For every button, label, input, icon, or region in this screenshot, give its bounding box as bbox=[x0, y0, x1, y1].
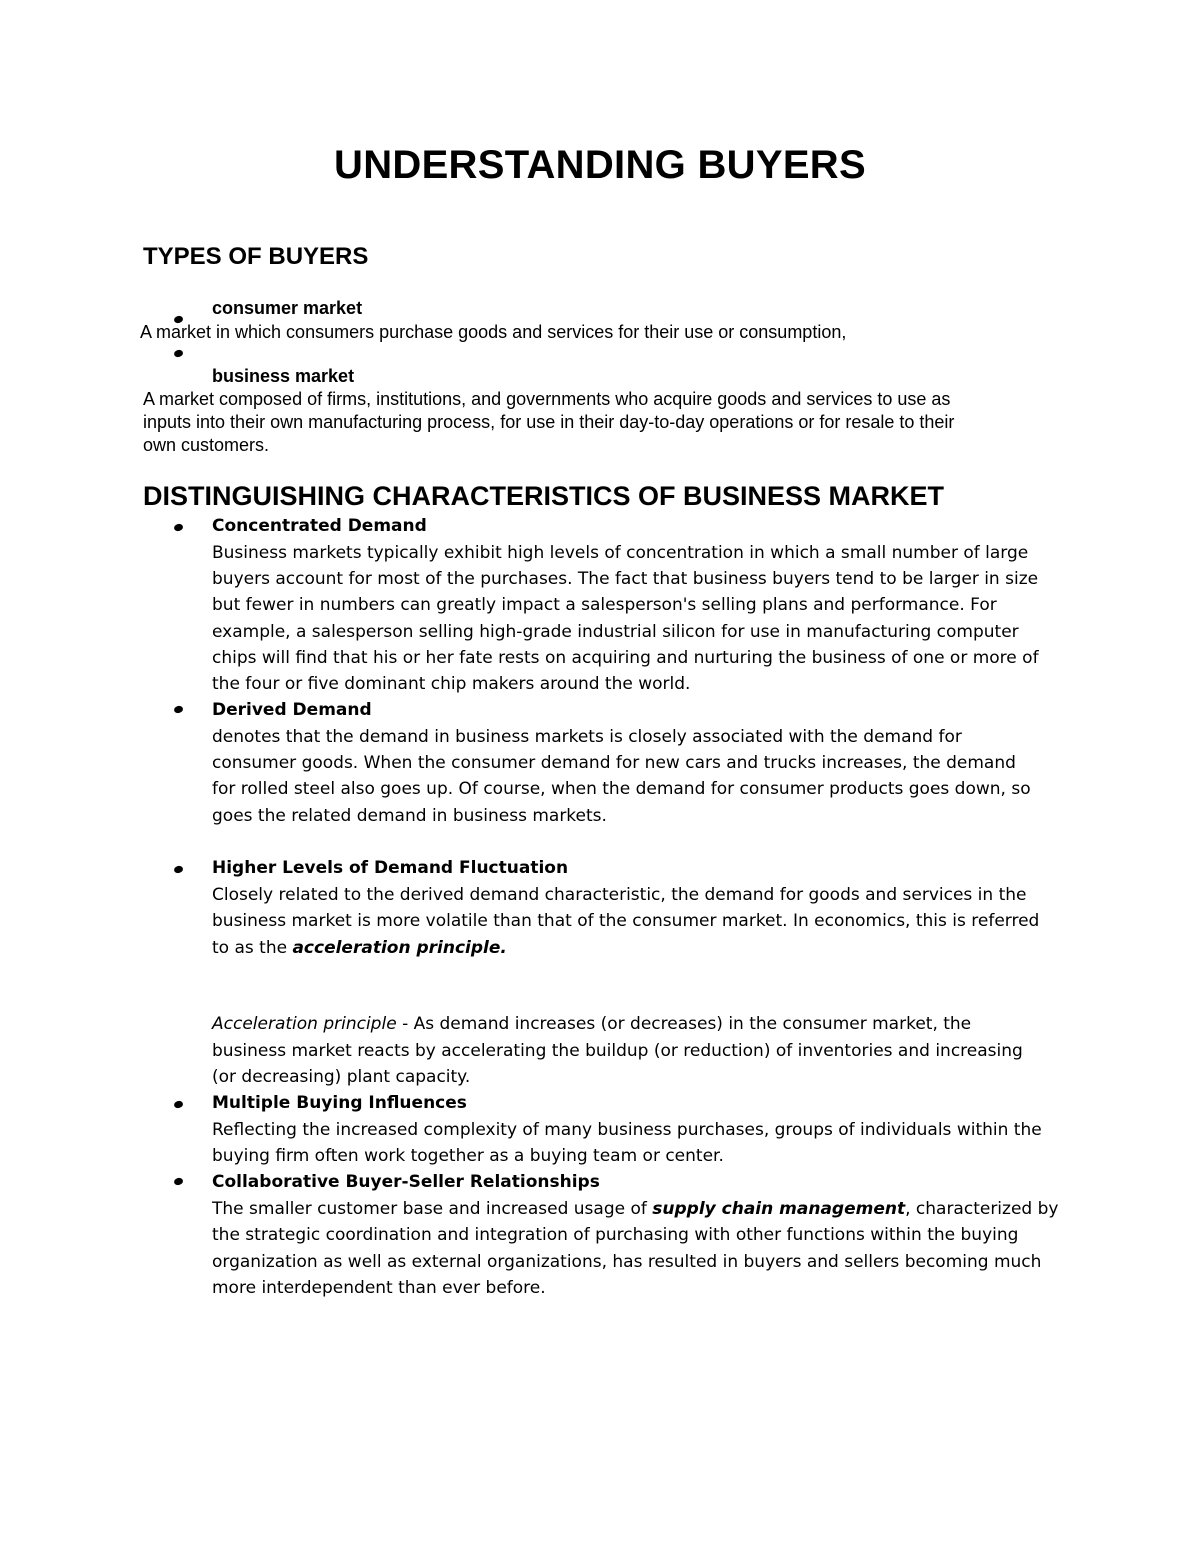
demand-fluctuation-line: Closely related to the derived demand characteristic, the demand for goods and services in the bbox=[212, 885, 1027, 905]
derived-demand-label: Derived Demand bbox=[212, 700, 372, 720]
business-market-line: own customers. bbox=[143, 435, 270, 455]
distinguishing-heading: DISTINGUISHING CHARACTERISTICS OF BUSINESS MARKET bbox=[143, 481, 945, 511]
bullet-icon bbox=[173, 523, 184, 532]
business-market-label: business market bbox=[212, 366, 355, 386]
concentrated-demand-line: chips will find that his or her fate rests on acquiring and nurturing the business of one or more of bbox=[212, 648, 1039, 668]
page-title: UNDERSTANDING BUYERS bbox=[334, 143, 866, 187]
bullet-icon bbox=[173, 865, 184, 874]
concentrated-demand-line: buyers account for most of the purchases. The fact that business buyers tend to be larger in size bbox=[212, 569, 1039, 589]
supply-chain-term: supply chain management bbox=[652, 1199, 906, 1219]
business-market-line: inputs into their own manufacturing process, for use in their day-to-day operations or for resale to their bbox=[143, 412, 955, 432]
collaborative-suffix: , characterized by bbox=[905, 1199, 1059, 1219]
consumer-market-description: A market in which consumers purchase goods and services for their use or consumption, bbox=[140, 322, 847, 342]
multiple-buying-line: buying firm often work together as a buying team or center. bbox=[212, 1146, 724, 1166]
acceleration-principle-text: - As demand increases (or decreases) in the consumer market, the bbox=[396, 1014, 972, 1034]
collaborative-line: organization as well as external organizations, has resulted in buyers and sellers becoming much bbox=[212, 1252, 1042, 1272]
concentrated-demand-line: the four or five dominant chip makers around the world. bbox=[212, 674, 691, 694]
demand-fluctuation-line bbox=[212, 935, 507, 961]
concentrated-demand-line: example, a salesperson selling high-grade industrial silicon for use in manufacturing computer bbox=[212, 622, 1019, 642]
business-market-line: A market composed of firms, institutions, and governments who acquire goods and services to use as bbox=[143, 389, 951, 409]
bullet-icon bbox=[173, 705, 184, 714]
concentrated-demand-line: but fewer in numbers can greatly impact a salesperson's selling plans and performance. For bbox=[212, 595, 997, 615]
consumer-market-label: consumer market bbox=[212, 298, 363, 318]
bullet-icon bbox=[173, 349, 184, 358]
demand-fluctuation-prefix: to as the bbox=[212, 938, 293, 958]
concentrated-demand-label: Concentrated Demand bbox=[212, 516, 427, 536]
types-heading: TYPES OF BUYERS bbox=[143, 243, 369, 270]
multiple-buying-label: Multiple Buying Influences bbox=[212, 1093, 467, 1113]
collaborative-line bbox=[212, 1196, 1058, 1222]
collaborative-label: Collaborative Buyer-Seller Relationships bbox=[212, 1172, 600, 1192]
acceleration-principle-term: Acceleration principle bbox=[212, 1014, 397, 1034]
derived-demand-line: goes the related demand in business markets. bbox=[212, 806, 607, 826]
demand-fluctuation-label: Higher Levels of Demand Fluctuation bbox=[212, 858, 569, 878]
bullet-icon bbox=[173, 1177, 184, 1186]
acceleration-principle-definition bbox=[212, 1011, 971, 1037]
collaborative-line: more interdependent than ever before. bbox=[212, 1278, 546, 1298]
collaborative-prefix: The smaller customer base and increased usage of bbox=[212, 1199, 653, 1219]
demand-fluctuation-line: business market is more volatile than that of the consumer market. In economics, this is referred bbox=[212, 911, 1040, 931]
derived-demand-line: denotes that the demand in business markets is closely associated with the demand for bbox=[212, 727, 962, 747]
acceleration-principle-term: acceleration principle. bbox=[292, 938, 507, 958]
collaborative-line: the strategic coordination and integration of purchasing with other functions within the buying bbox=[212, 1225, 1019, 1245]
derived-demand-line: consumer goods. When the consumer demand for new cars and trucks increases, the demand bbox=[212, 753, 1016, 773]
multiple-buying-line: Reflecting the increased complexity of many business purchases, groups of individuals within the bbox=[212, 1120, 1042, 1140]
acceleration-principle-line: (or decreasing) plant capacity. bbox=[212, 1067, 471, 1087]
bullet-icon bbox=[173, 1100, 184, 1109]
derived-demand-line: for rolled steel also goes up. Of course, when the demand for consumer products goes down, so bbox=[212, 779, 1031, 799]
acceleration-principle-line: business market reacts by accelerating the buildup (or reduction) of inventories and increasing bbox=[212, 1041, 1023, 1061]
concentrated-demand-line: Business markets typically exhibit high levels of concentration in which a small number of large bbox=[212, 543, 1029, 563]
